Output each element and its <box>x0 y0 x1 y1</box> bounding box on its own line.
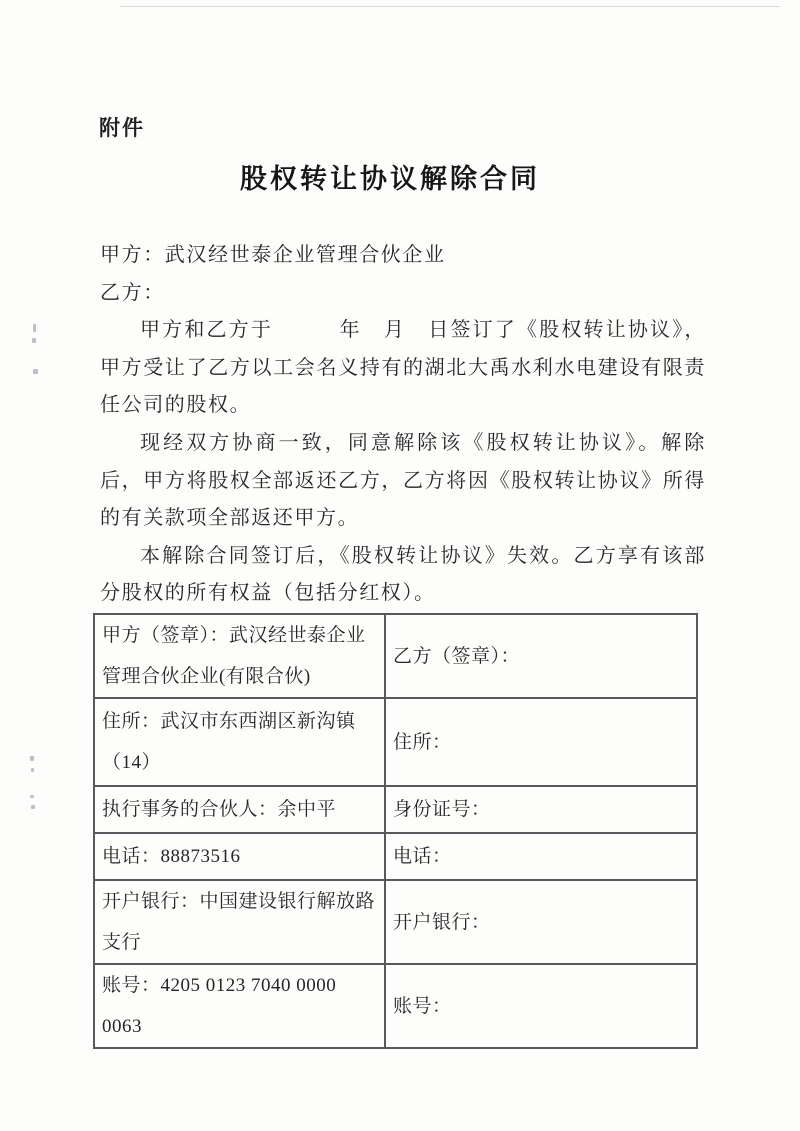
scan-dot-artifact <box>30 756 34 761</box>
signature-table <box>93 613 698 1049</box>
attachment-label: 附件 <box>99 117 145 140</box>
scan-dot-artifact <box>31 768 34 772</box>
cell-party-a-address: 住所：武汉市东西湖区新沟镇（14） <box>94 698 385 786</box>
scan-dot-artifact <box>31 805 35 809</box>
scan-dot-artifact <box>32 338 36 343</box>
cell-party-a-phone: 电话：88873516 <box>94 833 385 880</box>
document-body <box>100 237 706 613</box>
cell-party-b-id-number: 身份证号： <box>385 786 697 833</box>
scan-dot-artifact <box>33 369 38 374</box>
cell-party-a-bank: 开户银行：中国建设银行解放路支行 <box>94 880 385 964</box>
cell-party-a-signature: 甲方（签章）：武汉经世泰企业管理合伙企业(有限合伙) <box>94 614 385 698</box>
cell-party-a-managing-partner: 执行事务的合伙人：余中平 <box>94 786 385 833</box>
cell-party-b-address: 住所： <box>385 698 697 786</box>
table-row <box>94 833 697 880</box>
cell-party-a-account-number: 账号：4205 0123 7040 0000 0063 <box>94 964 385 1048</box>
cell-party-b-account-number: 账号： <box>385 964 697 1048</box>
table-row <box>94 964 697 1048</box>
party-a-line: 甲方：武汉经世泰企业管理合伙企业 <box>100 244 446 266</box>
scan-edge-artifact <box>120 6 780 7</box>
paragraph-signing-recital: 甲方和乙方于 年 月 日签订了《股权转让协议》，甲方受让了乙方以工会名义持有的湖北大禹水利水电建设有限责任公司的股权。 <box>100 319 706 417</box>
cell-party-b-bank: 开户银行： <box>385 880 697 964</box>
party-b-line: 乙方： <box>100 281 165 304</box>
table-row <box>94 698 697 786</box>
table-row <box>94 614 697 698</box>
cell-party-b-signature: 乙方（签章）： <box>385 614 697 698</box>
table-row <box>94 880 697 964</box>
paragraph-effect-clause: 本解除合同签订后，《股权转让协议》失效。乙方享有该部分股权的所有权益（包括分红权）。 <box>100 544 706 605</box>
scan-dot-artifact <box>33 324 36 332</box>
document-title: 股权转让协议解除合同 <box>240 164 540 194</box>
scan-dot-artifact <box>30 795 34 798</box>
paragraph-termination-terms: 现经双方协商一致，同意解除该《股权转让协议》。解除后，甲方将股权全部返还乙方，乙方将因《股权转让协议》所得的有关款项全部返还甲方。 <box>100 431 706 530</box>
cell-party-b-phone: 电话： <box>385 833 697 880</box>
table-row <box>94 786 697 833</box>
